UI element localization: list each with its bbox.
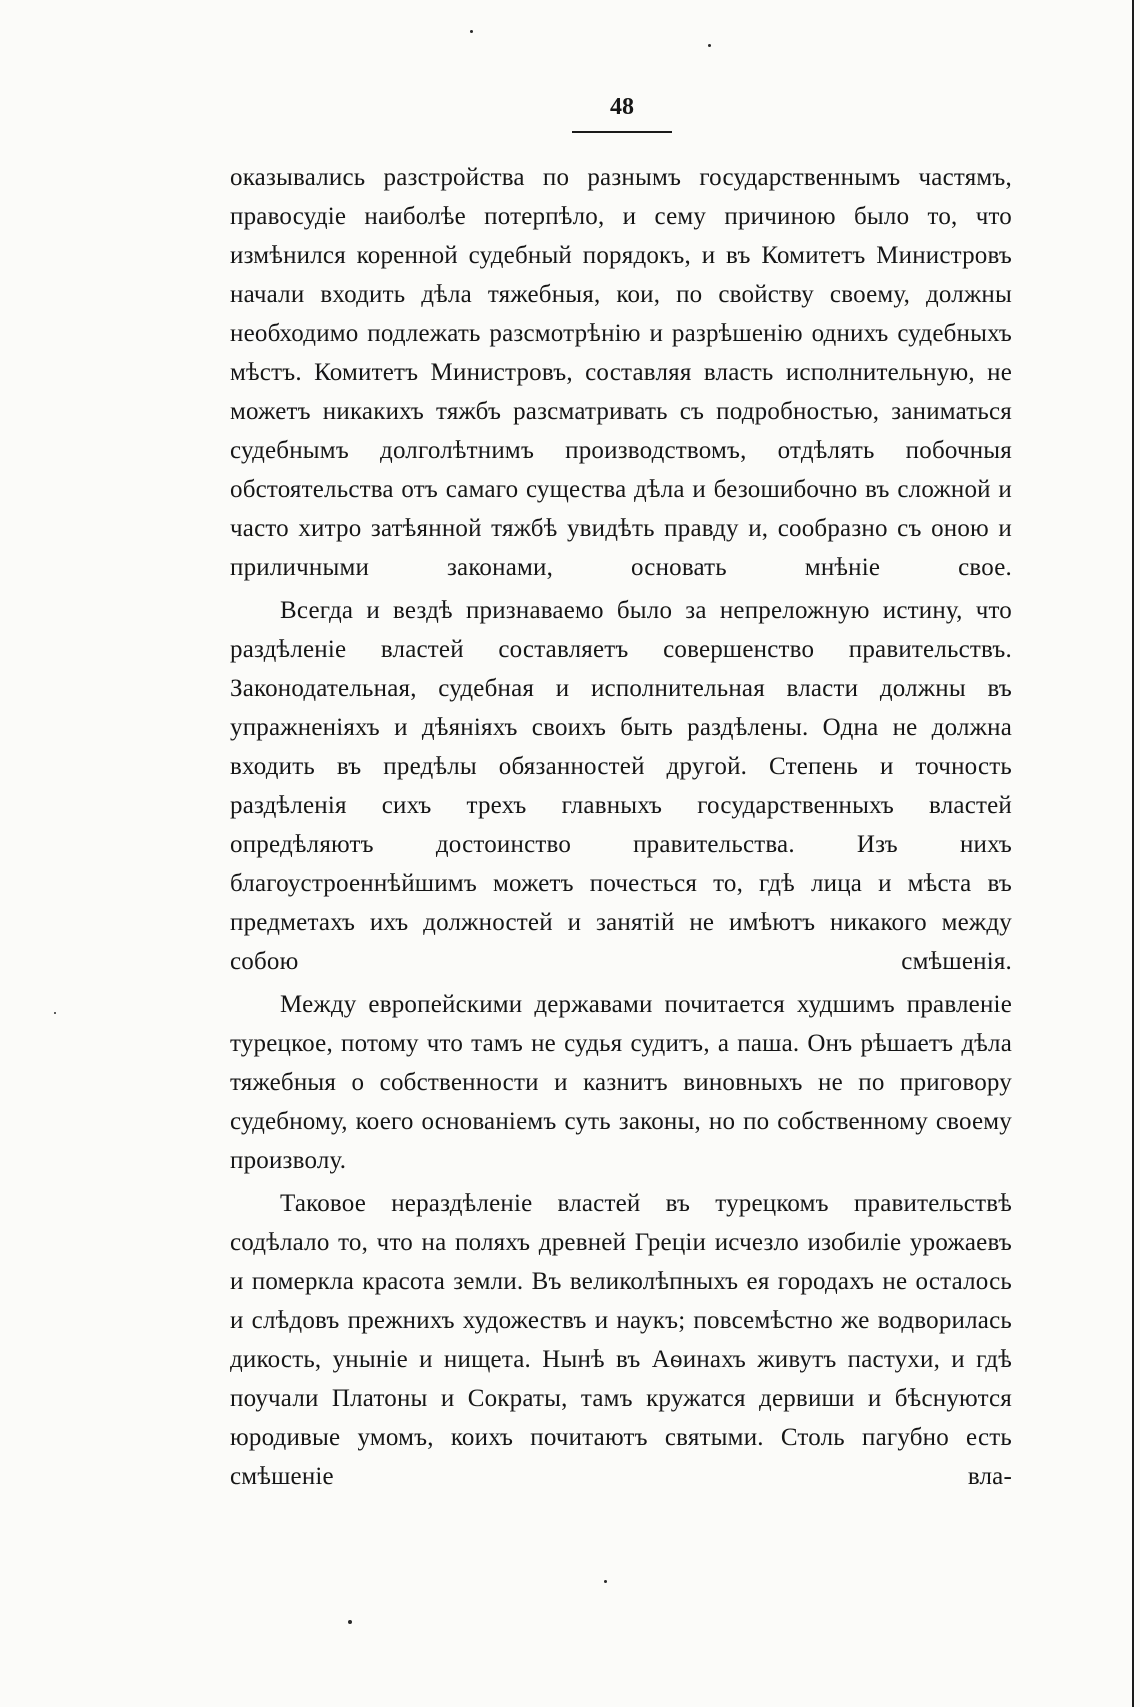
- page-number: 48: [610, 94, 634, 120]
- scan-speck: [708, 44, 711, 47]
- paragraph: Всегда и вездѣ признаваемо было за непреложную истину, что раздѣленіе властей составляетъ совершенство правительствъ. Законодательная, судебная и исполнительная власти должны въ упражненіяхъ и дѣяніяхъ своихъ быть раздѣлены. Одна не должна входить въ предѣлы обязанностей другой. Степень и точность раздѣленія сихъ трехъ главныхъ государственныхъ властей опредѣляютъ достоинство правительства. Изъ нихъ благоустроеннѣйшимъ можетъ почесться то, гдѣ лица и мѣста въ предметахъ ихъ должностей и занятій не имѣютъ никакого между собою смѣшенія.: [230, 597, 1012, 975]
- page-text: [230, 158, 1012, 1496]
- paragraph: оказывались разстройства по разнымъ государственнымъ частямъ, правосудіе наиболѣе потерпѣло, и сему причиною было то, что измѣнился коренной судебный порядокъ, и въ Комитетъ Министровъ начали входить дѣла тяжебныя, кои, по свойству своему, должны необходимо подлежать разсмотрѣнію и разрѣшенію однихъ судебныхъ мѣстъ. Комитетъ Министровъ, составляя власть исполнительную, не можетъ никакихъ тяжбъ разсматривать съ подробностью, заниматься судебнымъ долголѣтнимъ производствомъ, отдѣлять побочныя обстоятельства отъ самаго существа дѣла и безошибочно въ сложной и часто хитро затѣянной тяжбѣ увидѣть правду и, сообразно съ оною и приличными законами, основать мнѣніе свое.: [230, 164, 1012, 581]
- page-edge-line: [1132, 0, 1134, 1707]
- scan-speck: [348, 1620, 352, 1624]
- paragraph: Таковое нераздѣленіе властей въ турецкомъ правительствѣ содѣлало то, что на поляхъ древней Греціи исчезло изобиліе урожаевъ и померкла красота земли. Въ великолѣпныхъ ея городахъ не осталось и слѣдовъ прежнихъ художествъ и наукъ; повсемѣстно же водворилась дикость, уныніе и нищета. Нынѣ въ Аѳинахъ живутъ пастухи, и гдѣ поучали Платоны и Сократы, тамъ кружатся дервиши и бѣснуются юродивые умомъ, коихъ почитаютъ святыми. Столь пагубно есть смѣшеніе вла-: [230, 1190, 1012, 1490]
- paragraph: Между европейскими державами почитается худшимъ правленіе турецкое, потому что тамъ не судья судитъ, а паша. Онъ рѣшаетъ дѣла тяжебныя о собственности и казнитъ виновныхъ не по приговору судебному, коего основаніемъ суть законы, но по собственному своему произволу.: [230, 991, 1012, 1174]
- scan-speck: [470, 30, 473, 33]
- page-number-rule: [572, 131, 672, 133]
- scan-speck: [54, 1012, 56, 1014]
- scan-speck: [604, 1580, 607, 1583]
